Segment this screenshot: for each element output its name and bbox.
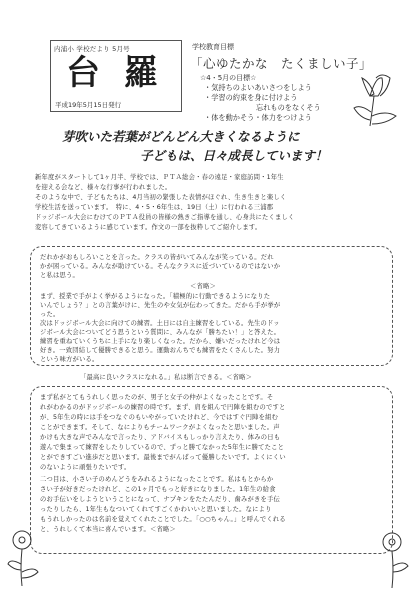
essay-1-line: 次はドッジボール大会に向けての練習。土日には自主練習をしている。先生のドッ bbox=[40, 320, 280, 327]
essay-2-line: のないように頑張りたいです。 bbox=[40, 464, 131, 471]
essay-2-line: まず私がとてもうれしく思ったのが、男子と女子の仲がよくなったことです。そ bbox=[40, 394, 274, 401]
essay-1-closing: 「最高に良いクラスになれる。」私は断言できる。＜省略＞ bbox=[80, 374, 253, 381]
essay-2-line: ことができます。そして、なによりもチームワークがよくなったと思いました。声 bbox=[40, 424, 280, 431]
goal-item: ・体を動かそう・体力をつけよう bbox=[204, 113, 312, 122]
intro-line: そのような中で、子どもたちは、4月当初の緊張した表情がほぐれ、生き生きと楽しく bbox=[35, 194, 287, 201]
essay-2-line: 二つ目は、小さい子のめんどうをみれるようになったことです。私はもとからか bbox=[40, 476, 274, 483]
goal-item: ・学習の約束を身に付けよう bbox=[204, 93, 298, 102]
intro-line: 学校生活を送っています。 特に、4・5・6年生は、19日（土）に行われる三浦郡 bbox=[35, 204, 274, 211]
school-motto: 「心ゆたかな たくましい子」 bbox=[190, 56, 373, 71]
essay-2-line: もうれしかったのは名前を覚えてくれたことでした。「○○ちゃん。」と呼んでくれる bbox=[40, 516, 286, 523]
intro-line: 変容してきているように感じています。作文の一部を抜粋してご紹介します。 bbox=[35, 224, 262, 231]
goals-heading: 学校教育目標 bbox=[192, 43, 234, 51]
essay-1-omission: ＜省略＞ bbox=[190, 283, 216, 290]
essay-1-line: まず、授業で手がよく挙がるようになった。「積極的に行動できるようになりた bbox=[40, 293, 271, 300]
essay-2-line: かけも大きな声でみんなで言ったり、アドバイスもしっかり言えたり、体みの日も bbox=[40, 434, 281, 441]
intro-line: を迎える会など、様々な行事が行われました。 bbox=[35, 184, 172, 191]
essay-2-line: が、5年生の時には手をつなぐのもいやがっていたけれど、今ではすぐ円陣を組む bbox=[40, 414, 279, 421]
tulip-illustration bbox=[340, 66, 412, 128]
essay-2-line: と、うれしくて本当に喜んでいます。＜省略＞ bbox=[40, 526, 176, 533]
newsletter-issue-line: 内浦小 学校だより 5月号 bbox=[54, 45, 130, 53]
monthly-goals-heading: ☆4・5月の目標☆ bbox=[200, 74, 257, 82]
essay-2-line: 遊んで集まって練習をしたりしているので、ずっと勝てなかった5年生に勝てたこと bbox=[40, 444, 285, 451]
issue-date: 平成19年5月15日発行 bbox=[55, 101, 122, 109]
essay-1-line: と私は思う。 bbox=[40, 272, 79, 279]
essay-1-line: 練習を重ねていくうちに上手になり楽しくなった。だから、嫌いだったけれど今は bbox=[40, 338, 281, 345]
essay-2-line: のお手伝いをしようということになって、ナプキンをたたんだり、歯みがきを手伝 bbox=[40, 496, 280, 503]
essay-1-line: いんでしょう？」との言葉がけに、先生のや女気が伝わってきた。だから手が挙が bbox=[40, 302, 281, 309]
flower-illustration bbox=[372, 530, 412, 590]
essay-1-line: ジボール大会についてどう思うという質問に、みんなが「勝ちたい！」と答えた。 bbox=[40, 329, 281, 336]
essay-2-line: とができすごい進歩だと思います。最後までがんばって優勝したいです。よくにくい bbox=[40, 454, 286, 461]
essay-2-line: さい子が好きだったけれど、この1ヶ月でもっと好きになりました。1年生の給食 bbox=[40, 486, 276, 493]
intro-line: ドッジボール大会にむけてのＰＴＡ役員の皆様の熱きご指導を通し、心身共にたくましく bbox=[35, 214, 295, 221]
essay-2-line: れがわかるのがドッジボールの練習の時です。まず、肩を組んで円陣を組むのですと bbox=[40, 404, 286, 411]
essay-1-line: という味方がいる。 bbox=[40, 356, 99, 363]
headline-line-2: 子どもは、日々成長しています！ bbox=[140, 148, 328, 163]
headline-line-1: 芽吹いた若葉がどんどん大きくなるように bbox=[62, 129, 300, 144]
essay-2-line: ったりしたら、1年生もなついてくれてすごくかわいいと思いました。なにより bbox=[40, 506, 272, 513]
goal-item: 忘れものをなくそう bbox=[256, 103, 321, 112]
newsletter-title: 台 羅 bbox=[66, 53, 164, 93]
essay-1-line: だれかがおもしろいことを言った。クラスの皆がいてみんなが笑っている。だれ bbox=[40, 254, 274, 261]
goal-item: ・気持ちのよいあいさつをしよう bbox=[204, 83, 312, 92]
essay-1-line: 好き。一致団結して優勝できると思う。運動おんちでも練習をたくさんした。努力 bbox=[40, 347, 281, 354]
flower-illustration bbox=[4, 528, 44, 588]
essay-1-line: かが困っている。みんなが助けている。そんなクラスに近づいているのではないか bbox=[40, 263, 281, 270]
intro-line: 新年度がスタートして1ヶ月半、学校では、ＰＴＡ総会・春の遠足・家庭訪問・1年生 bbox=[35, 174, 284, 181]
essay-1-line: った。 bbox=[40, 311, 60, 318]
